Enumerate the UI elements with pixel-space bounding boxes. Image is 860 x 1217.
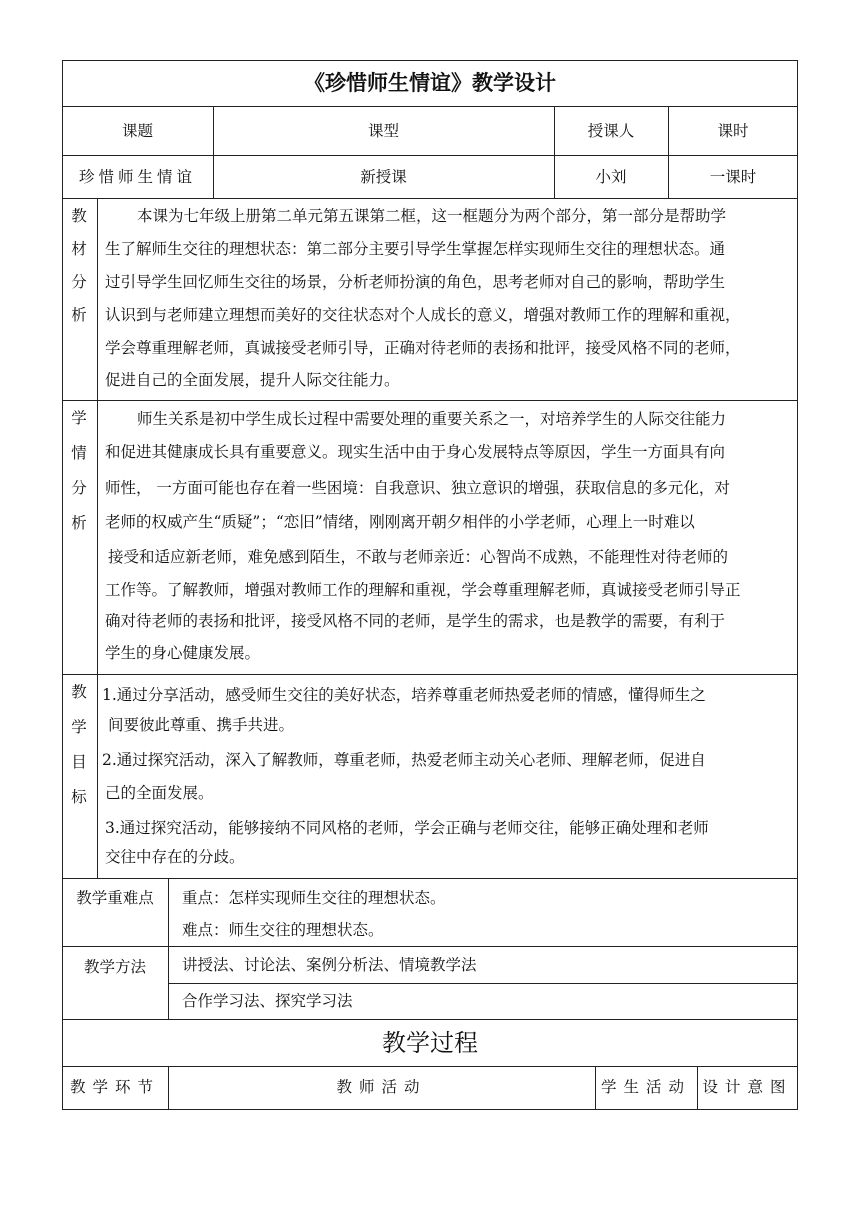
key-points-label: 教学重难点 xyxy=(76,889,154,907)
column-divider xyxy=(97,198,98,878)
difficult-point: 难点：师生交往的理想状态。 xyxy=(182,921,384,939)
row-divider xyxy=(62,106,798,107)
methods-label: 教学方法 xyxy=(83,958,146,976)
lesson-plan-page: 《珍惜师生情谊》教学设计 课题 课型 授课人 课时 珍惜师生情谊 新授课 小刘 一课时 教 材 分 析 本课为七年级上册第二单元第五课第二框，这一框题分为两个部分，第一部分是帮助学 生了解师生交往的理想状态：第二部分主要引导学生掌握怎样实现师生交往的理想状态。通 过引导学生回忆师生交往的场景，分析老师扮演的角色，思考老师对自己的影响，帮助学生 认识到与老师建立理想而美好的交往状态对个人成长的意义，增强对教师工作的理解和重视， 学会尊重理解老师，真诚接受老师引导，正确对待老师的表扬和批评，接受风格不同的老师， 促进自己的全面发展，提升人际交往能力。 学 情 分 析 师生关系是初中学生成长过程中需要处理的重要关系之一，对培养学生的人际交往能力 和促进其健康成长具有重要意义。现实生活中由于身心发展特点等原因，学生一方面具有向 师性， 一方面可能也存在着一些困境：自我意识、独立意识的增强，获取信息的多元化，对 老师的权威产生“质疑”；“恋旧”情绪，刚刚离开朝夕相伴的小学老师，心理上一时难以 接受和适应新老师，难免感到陌生，不敢与老师亲近：心智尚不成熟，不能理性对待老师的 工作等。了解教师，增强对教师工作的理解和重视，学会尊重理解老师，真诚接受老师引导正 确对待老师的表扬和批评，接受风格不同的老师，是学生的需求，也是教学的需要，有利于 学生的身心健康发展。 教 学 目 标 1.通过分享活动，感受师生交往的美好状态，培养尊重老师热爱老师的情感，懂得师生之 间要彼此尊重、携手共进。 2.通过探究活动，深入了解教师，尊重老师，热爱老师主动关心老师、理解老师，促进自 己的全面发展。 3.通过探究活动，能够接纳不同风格的老师，学会正确与老师交往，能够正确处理和老师 交往中存在的分歧。 教学重难点 重点：怎样实现师生交往的理想状态。 难点：师生交往的理想状态。 教学方法 讲授法、讨论法、案例分析法、情境教学法 合作学习法、探究学习法 教学过程 教学环节 教师活动 学生活动 设计意图 xyxy=(0,0,860,1217)
header-type: 课型 xyxy=(367,122,399,140)
row-divider xyxy=(62,946,798,947)
material-label: 教 材 分 析 xyxy=(71,207,87,324)
learning-methods: 合作学习法、探究学习法 xyxy=(182,992,353,1010)
row-divider xyxy=(62,198,798,199)
row-divider xyxy=(62,1066,798,1067)
info-teacher: 小刘 xyxy=(595,168,627,186)
header-period: 课时 xyxy=(717,122,749,140)
row-divider xyxy=(168,983,798,984)
row-divider xyxy=(62,674,798,675)
row-divider xyxy=(62,400,798,401)
header-topic: 课题 xyxy=(121,122,153,140)
process-col-intent: 设计意图 xyxy=(702,1078,793,1096)
row-divider xyxy=(62,878,798,879)
process-col-stage: 教学环节 xyxy=(69,1078,160,1096)
info-period: 一课时 xyxy=(709,168,757,186)
document-title: 《珍惜师生情谊》教学设计 xyxy=(304,70,556,95)
column-divider xyxy=(168,878,169,1019)
key-point: 重点：怎样实现师生交往的理想状态。 xyxy=(182,889,446,907)
process-col-student: 学生活动 xyxy=(600,1078,691,1096)
info-topic: 珍惜师生情谊 xyxy=(78,168,196,186)
process-title: 教学过程 xyxy=(382,1029,478,1057)
info-type: 新授课 xyxy=(360,168,407,186)
students-label: 学 情 分 析 xyxy=(71,409,87,532)
row-divider xyxy=(62,155,798,156)
teaching-methods: 讲授法、讨论法、案例分析法、情境教学法 xyxy=(182,956,477,974)
goals-label: 教 学 目 标 xyxy=(71,683,87,806)
process-col-teacher: 教师活动 xyxy=(336,1078,427,1096)
row-divider xyxy=(62,1019,798,1020)
header-teacher: 授课人 xyxy=(587,122,635,140)
